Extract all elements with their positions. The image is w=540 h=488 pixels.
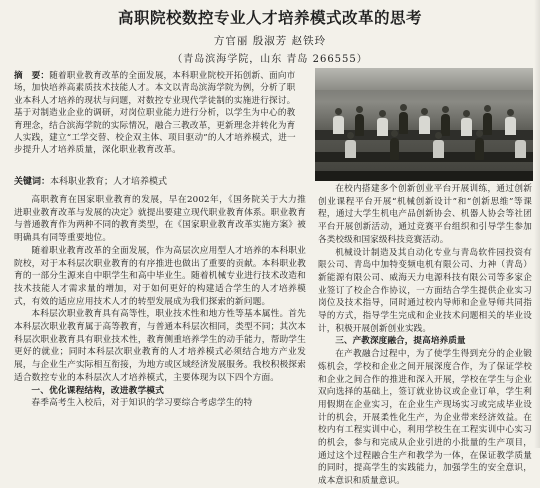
abstract-text: 随着职业教育改革的全面发展，本科职业院校开拓创新、面向市场，加快培养高素质技术技能人才。本文以青岛滨海学院为例，分析了职业本科人才培养的现状与问题，对数控专业现代学徒制的实施进行探讨。基于对制造业企业的调研，对岗位职业能力进行分析，以学生为中心的教育理念，结合滨海学院的实际情况，融合三教改革，更新理念并转化为育人实践，建立“工学交替、校企双主体、项目驱动”的人才培养模式，进一步提升人才培养质量，深化职业教育改革。 (14, 71, 296, 156)
classroom-photo (315, 68, 533, 181)
body-paragraph: 春季高考生入校后，对于知识的学习要综合考虑学生的特 (31, 398, 253, 409)
body-paragraph: 随着职业教育改革的全面发展，作为高层次应用型人才培养的本科职业院校，对于本科层次职业教育的有序推进也做出了重要的贡献。本科职业教育的一部分生源来自中职学生和高中毕业生。随着机械专业进行技术改造和技术技能人才需求量的增加，对于如何更好的构建适合学生的人才培养模式，有效的适应应用技术人才的转型发展成为我们探索的新问题。 (14, 245, 306, 307)
body-paragraph: 本科层次职业教育具有高等性，职业技术性和地方性等基本属性。首先本科层次职业教育属于高等教育，与普通本科层次相同，类型不同；其次本科层次职业教育具有职业技术性，教育侧重培养学生的动手能力，帮助学生更好的就业；同时本科层次职业教育的人才培养模式必须结合地方产业发展，与企业生产实际相互衔接，为地方或区域经济发展服务。我校积极探索适合数控专业的本科层次人才培养模式，主要体现为以下四个方面。 (14, 309, 306, 383)
body-paragraph: 机械设计制造及其自动化专业与青岛软件园投资有限公司、青岛中加特变频电机有限公司、力神（青岛）新能源有限公司、威海天力电源科技有限公司等多家企业签订了校企合作协议，一方面结合学生提供企业实习岗位及技术指导，同时通过校内导师和企业导师共同指导的方式，指导学生完成和企业技术问题相关的毕业设计，积极开展创新创业实践。 (318, 247, 532, 334)
left-column (14, 194, 306, 410)
affiliation-line: （青岛滨海学院，山东 青岛 266555） (172, 54, 368, 65)
section-heading: 三、产教深度融合，提高培养质量 (335, 336, 466, 347)
body-paragraph: 高职教育在国家职业教育的发展，早在2002年，《国务院关于大力推进职业教育改革与发展的决定》就提出要建立现代职业教育体系。职业教育与普通教育作为两种不同的教育类型，在《国家职业教育改革实施方案》被明确具有同等重要地位。 (14, 195, 306, 244)
author-line: 方官丽 殷淑芳 赵铁玲 (213, 35, 327, 47)
section-heading: 一、优化课程结构，改进教学模式 (31, 385, 164, 396)
abstract-block (14, 70, 304, 157)
body-paragraph: 在产教融合过程中，为了使学生得到充分的企业锻炼机会，学校和企业之间开展深度合作，为了保证学校和企业之间合作的推进和深入开展，学校在学生与企业双向选择的基础上，签订就业协议或企业订单，学生利用假期在企业实习，在企业生产现场实习或完成毕业设计的机会，开展柔性化生产，为企业带来经济效益。在校内有工程实训中心，利用学校生在工程实训中心实习的机会，参与和完成从企业引进的小批量的生产项目，通过这个过程融合生产和教学为一体，在保证教学质量的同时，提高学生的实践能力，加强学生的安全意识，成本意识和质量意识。 (318, 349, 532, 487)
paper-title: 高职院校数控专业人才培养模式改革的思考 (117, 9, 422, 27)
body-paragraph: 在校内搭建多个创新创业平台开展训练，通过创新创业课程平台开展“机械创新设计”和“创新思维”等课程，通过大学生机电产品创新协会、机器人协会等社团平台开展创新活动，通过竞赛平台组织和引导学生参加各类校级和国家级科技竞赛活动。 (318, 184, 532, 245)
keywords-label: 关键词： (14, 177, 51, 187)
right-column (318, 183, 532, 488)
keywords-text: 本科职业教育；人才培养模式 (50, 177, 168, 187)
keywords-block (14, 176, 304, 188)
abstract-label: 摘 要： (14, 71, 50, 81)
